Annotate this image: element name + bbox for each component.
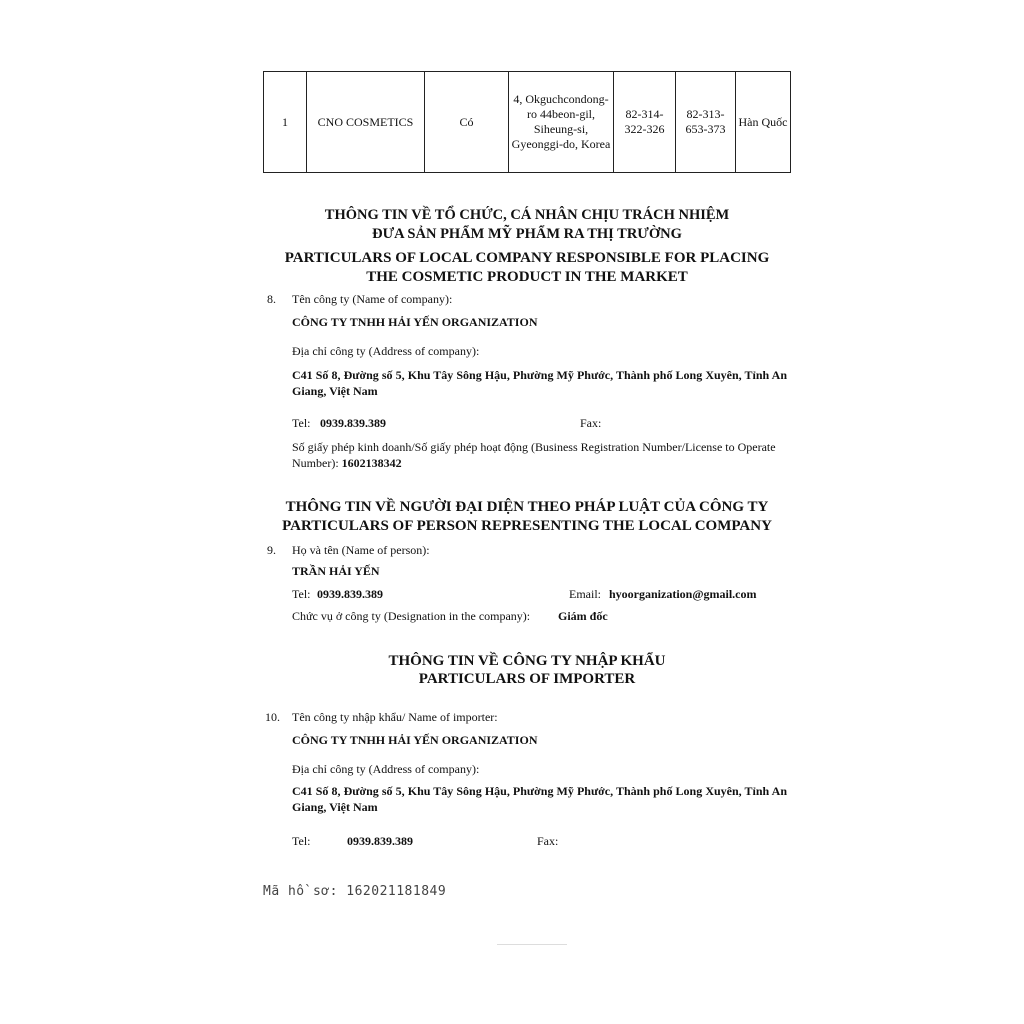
person-name-label: Họ và tên (Name of person): — [292, 543, 430, 557]
importer-address: C41 Số 8, Đường số 5, Khu Tây Sông Hậu, Phường Mỹ Phước, Thành phố Long Xuyên, Tỉnh An Giang, Việt Nam — [292, 784, 787, 814]
designation-value: Giám đốc — [558, 609, 608, 623]
person-tel-label: Tel: — [292, 587, 311, 601]
company-name-label: Tên công ty (Name of company): — [292, 292, 453, 306]
license-line — [292, 439, 788, 471]
local-heading-en-2: THE COSMETIC PRODUCT IN THE MARKET — [366, 269, 688, 285]
company-address-label: Địa chỉ công ty (Address of company): — [292, 344, 480, 358]
importer-name-label: Tên công ty nhập khẩu/ Name of importer: — [292, 710, 498, 724]
importer-tel: 0939.839.389 — [347, 834, 413, 848]
designation-label: Chức vụ ở công ty (Designation in the company): — [292, 609, 531, 623]
manufacturer-country-cell: Hàn Quốc — [736, 72, 791, 173]
importer-heading-vi: THÔNG TIN VỀ CÔNG TY NHẬP KHẨU — [388, 653, 666, 669]
tel-label: Tel: — [292, 416, 311, 430]
item-number-8: 8. — [267, 292, 276, 306]
manufacturer-fax-cell: 82-313-653-373 — [676, 72, 736, 173]
manufacturer-address-cell: 4, Okguchcondong-ro 44beon-gil, Siheung-si, Gyeonggi-do, Korea — [509, 72, 614, 173]
importer-name: CÔNG TY TNHH HẢI YẾN ORGANIZATION — [292, 733, 538, 747]
manufacturer-name-cell: CNO COSMETICS — [307, 72, 425, 173]
local-heading-vi-1: THÔNG TIN VỀ TỔ CHỨC, CÁ NHÂN CHỊU TRÁCH NHIỆM — [324, 207, 730, 223]
person-heading-vi: THÔNG TIN VỀ NGƯỜI ĐẠI DIỆN THEO PHÁP LUẬT CỦA CÔNG TY — [285, 499, 769, 515]
importer-fax-label: Fax: — [537, 834, 559, 848]
fax-label: Fax: — [580, 416, 602, 430]
person-heading-en: PARTICULARS OF PERSON REPRESENTING THE LOCAL COMPANY — [282, 518, 772, 534]
license-label: Số giấy phép kinh doanh/Số giấy phép hoạt động (Business Registration Number/License to Operate Number): — [292, 440, 776, 470]
item-number-10: 10. — [265, 710, 280, 724]
importer-address-label: Địa chỉ công ty (Address of company): — [292, 762, 480, 776]
scan-artifact — [497, 944, 567, 945]
importer-heading-en: PARTICULARS OF IMPORTER — [418, 671, 636, 687]
tel-value: 0939.839.389 — [320, 416, 386, 430]
local-heading-vi-2: ĐƯA SẢN PHẨM MỸ PHẨM RA THỊ TRƯỜNG — [372, 226, 682, 242]
manufacturer-phone-cell: 82-314-322-326 — [614, 72, 676, 173]
dossier-code: Mã hồ sơ: 162021181849 — [263, 884, 447, 899]
local-heading-en-1: PARTICULARS OF LOCAL COMPANY RESPONSIBLE FOR PLACING — [284, 250, 770, 266]
item-number-9: 9. — [267, 543, 276, 557]
marker-cell: Có — [425, 72, 509, 173]
company-name: CÔNG TY TNHH HẢI YẾN ORGANIZATION — [292, 315, 538, 329]
person-email: hyoorganization@gmail.com — [609, 587, 757, 601]
manufacturer-table — [263, 71, 791, 173]
row-number-cell: 1 — [264, 72, 307, 173]
importer-tel-label: Tel: — [292, 834, 311, 848]
license-number: 1602138342 — [341, 456, 402, 470]
table-row — [264, 72, 791, 173]
person-email-label: Email: — [569, 587, 601, 601]
company-address: C41 Số 8, Đường số 5, Khu Tây Sông Hậu, Phường Mỹ Phước, Thành phố Long Xuyên, Tỉnh An Giang, Việt Nam — [292, 368, 787, 398]
person-name: TRẦN HẢI YẾN — [292, 564, 380, 578]
person-tel: 0939.839.389 — [317, 587, 383, 601]
